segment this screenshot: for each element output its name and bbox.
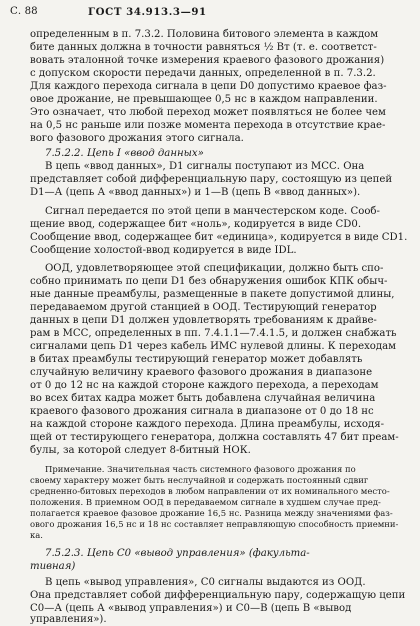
text-line: представляет собой дифференциальную пару, состоящую из цепей xyxy=(30,174,393,185)
text-line: Сообщение ввод, содержащее бит «единица», кодируется в виде CD1. xyxy=(30,232,408,243)
text-line: на 0,5 нс раньше или позже момента перехода в отсутствие крае- xyxy=(30,120,386,131)
text-line: Она представляет собой дифференциальную пару, содержащую цепи xyxy=(30,590,406,601)
page-header xyxy=(10,6,410,20)
text-line: от 0 до 12 нс на каждой стороне каждого перехода, а переходам xyxy=(30,380,379,391)
section-heading-7-5-2-2: 7.5.2.2. Цепь I «ввод данных» xyxy=(45,148,204,159)
text-line: Для каждого перехода сигнала в цепи D0 допустимо краевое фаз- xyxy=(30,81,387,92)
text-line: С0—А (цепь А «вывод управления») и С0—В (цепь В «вывод xyxy=(30,603,352,614)
text-line: В цепь «вывод управления», C0 сигналы выдаются из ООД. xyxy=(45,577,366,588)
note-line: ка. xyxy=(30,530,43,540)
text-line: бите данных должна в точности равняться ½ Вт (т. е. соответст- xyxy=(30,42,377,53)
note-line: положения. В приемном ООД в передаваемом сигнале в худшем случае пред- xyxy=(30,497,381,507)
note-line: полагается краевое фазовое дрожание 16,5 нс. Разница между значениями фаз- xyxy=(30,508,393,518)
text-line: вовать эталонной точке измерения краевого фазового дрожания) xyxy=(30,55,385,66)
text-line: случайную величину краевого фазового дрожания в диапазоне xyxy=(30,367,373,378)
text-line: ООД, удовлетворяющее этой спецификации, должно быть спо- xyxy=(45,263,384,274)
text-line: щей от тестирующего генератора, должна составлять 47 бит преам- xyxy=(30,432,399,443)
section-heading-continuation: тивная) xyxy=(30,561,76,572)
text-line: рам в МСС, определенных в пп. 7.4.1.1—7.4.1.5, и должен снабжать xyxy=(30,328,397,339)
text-line: краевого фазового дрожания сигнала в диапазоне от 0 до 18 нс xyxy=(30,406,374,417)
note-line: Примечание. Значительная часть системного фазового дрожания по xyxy=(45,464,356,474)
text-line: данных в цепи D1 должен удовлетворять требованиям к драйве- xyxy=(30,315,377,326)
section-heading-7-5-2-3: 7.5.2.3. Цепь С0 «вывод управления» (факульта- xyxy=(45,548,310,559)
page-number: С. 88 xyxy=(10,6,38,17)
text-line: вого фазового дрожания этого сигнала. xyxy=(30,133,244,144)
note-line: ового дрожания 16,5 нс и 18 нс составляет неправляющую способность приемни- xyxy=(30,519,399,529)
text-line: передаваемом другой станцией в ООД. Тестирующий генератор xyxy=(30,302,377,313)
text-line: ные данные преамбулы, размещенные в пакете допустимой длины, xyxy=(30,289,395,300)
text-line: В цепь «ввод данных», D1 сигналы поступают из МСС. Она xyxy=(45,161,365,172)
standard-code: ГОСТ 34.913.3—91 xyxy=(88,6,207,18)
text-line: щение ввод, содержащее бит «ноль», кодируется в виде CD0. xyxy=(30,219,362,230)
text-line: Сообщение холостой-ввод кодируется в виде IDL. xyxy=(30,245,297,256)
text-line: D1—А (цепь А «ввод данных») и 1—В (цепь В «ввод данных»). xyxy=(30,187,361,198)
text-line: с допуском скорости передачи данных, определенной в п. 7.3.2. xyxy=(30,68,376,79)
text-line: овое дрожание, не превышающее 0,5 нс в каждом направлении. xyxy=(30,94,378,105)
text-line: булы, за которой следует 8-битный НОК. xyxy=(30,445,251,456)
text-line: управления»). xyxy=(30,614,107,625)
text-line: в битах преамбулы тестирующий генератор может добавлять xyxy=(30,354,363,365)
text-line: Сигнал передается по этой цепи в манчестерском коде. Сооб- xyxy=(45,206,380,217)
text-line: сигналами цепь D1 через кабель ИМС нулевой длины. К переходам xyxy=(30,341,397,352)
text-line: на каждой стороне каждого перехода. Длина преамбулы, исходя- xyxy=(30,419,385,430)
note-line: средненно-битовых переходов в любом направлении от их номинального место- xyxy=(30,486,390,496)
note-line: своему характеру может быть неслучайной и содержать постоянный сдвиг xyxy=(30,475,369,485)
text-line: собно принимать по цепи D1 без обнаружения ошибок КПК обыч- xyxy=(30,276,388,287)
text-line: Это означает, что любой переход может появляться не более чем xyxy=(30,107,386,118)
text-line: во всех битах кадра может быть добавлена случайная величина xyxy=(30,393,376,404)
text-line: определенным в п. 7.3.2. Половина битового элемента в каждом xyxy=(30,29,379,40)
